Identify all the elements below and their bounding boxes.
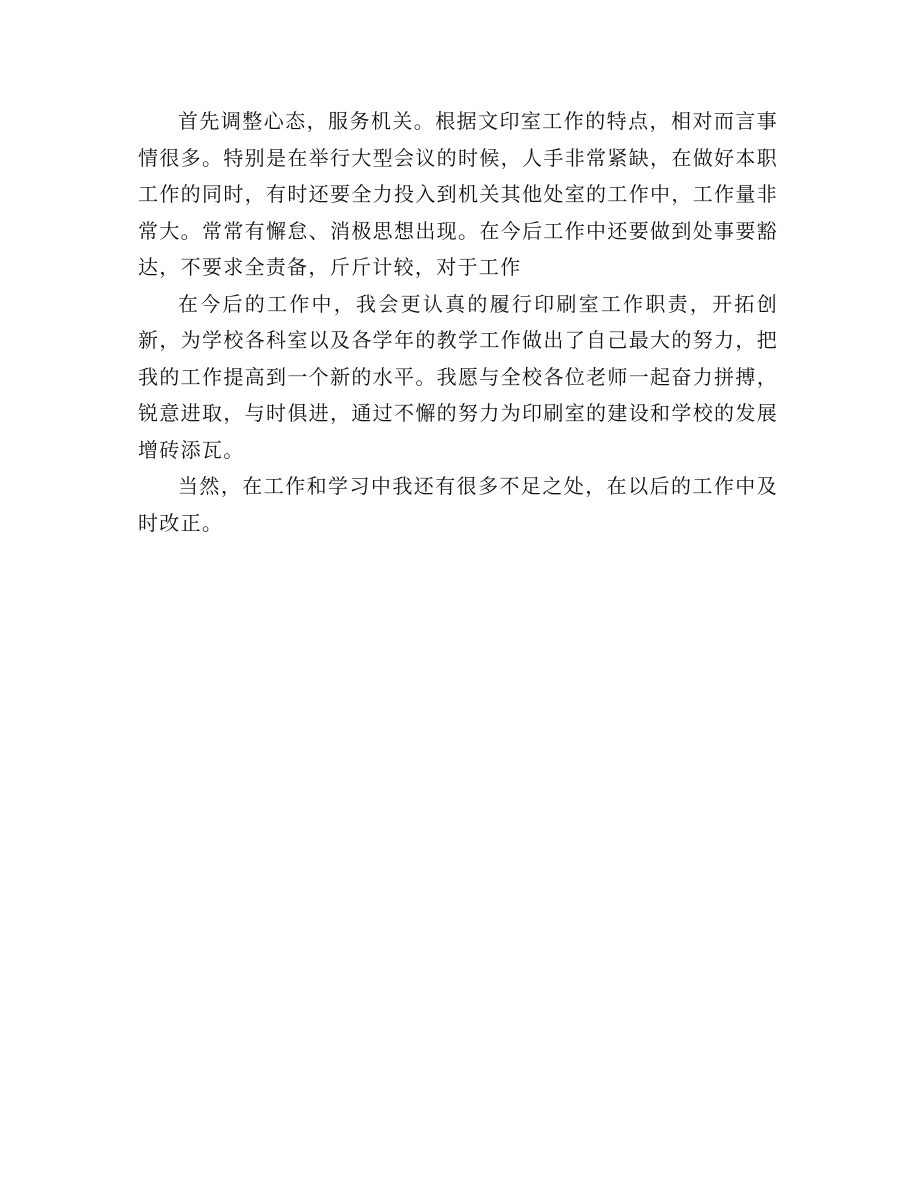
paragraph-3: 当然，在工作和学习中我还有很多不足之处，在以后的工作中及时改正。 — [138, 474, 778, 535]
paragraph-2: 在今后的工作中，我会更认真的履行印刷室工作职责，开拓创新，为学校各科室以及各学年的教学工作做出了自己最大的努力，把我的工作提高到一个新的水平。我愿与全校各位老师一起奋力拼搏，锐意进取，与时俱进，通过不懈的努力为印刷室的建设和学校的发展增砖添瓦。 — [138, 291, 778, 462]
paragraph-1: 首先调整心态，服务机关。根据文印室工作的特点，相对而言事情很多。特别是在举行大型会议的时候，人手非常紧缺，在做好本职工作的同时，有时还要全力投入到机关其他处室的工作中，工作量非常大。常常有懈怠、消极思想出现。在今后工作中还要做到处事要豁达，不要求全责备，斤斤计较，对于工作 — [138, 109, 778, 279]
document-body — [138, 103, 778, 541]
